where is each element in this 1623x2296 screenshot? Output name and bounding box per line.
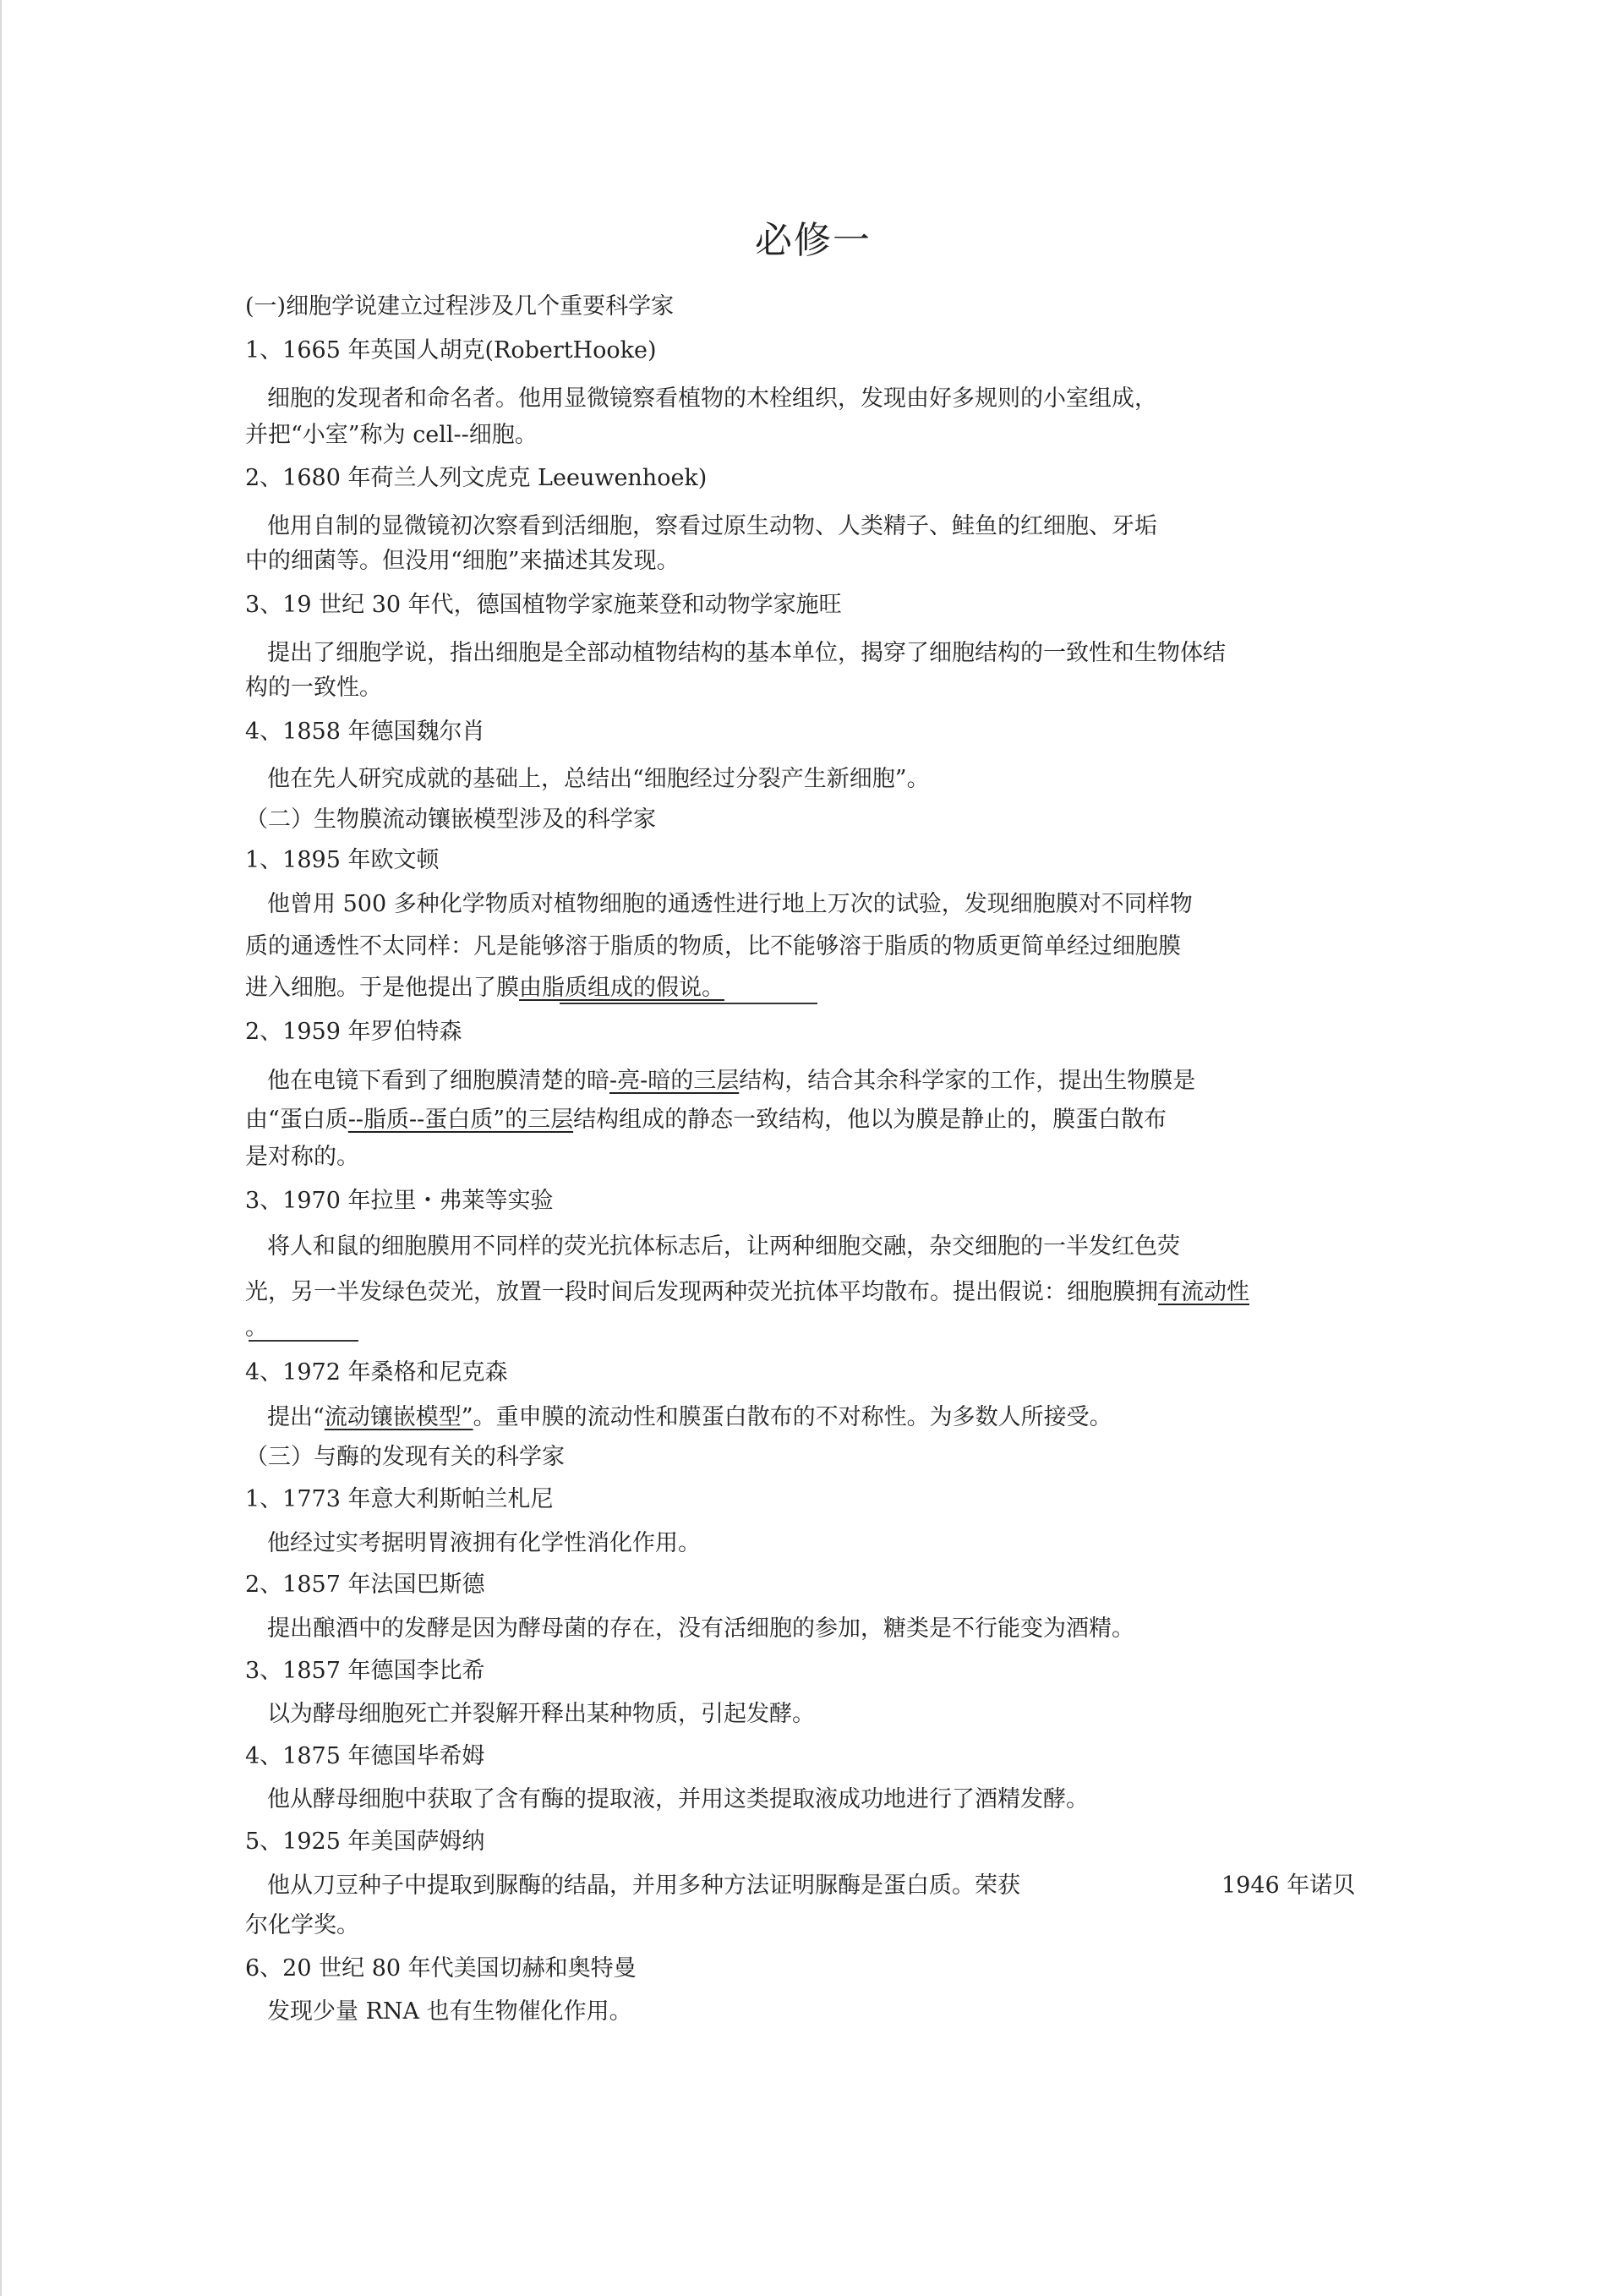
item-heading: 2、1680 年荷兰人列文虎克 Leeuwenhoek) [245, 465, 708, 491]
paragraph-line: 尔化学奖。 [245, 1912, 359, 1938]
item-heading: 4、1858 年德国魏尔肖 [245, 719, 485, 745]
text-span: 提出“ [267, 1404, 325, 1430]
paragraph-line: 他从刀豆种子中提取到脲酶的结晶，并用多种方法证明脲酶是蛋白质。荣获 [267, 1872, 1020, 1899]
paragraph-line: 提出了细胞学说，指出细胞是全部动植物结构的基本单位，揭穿了细胞结构的一致性和生物体结 [267, 640, 1226, 666]
item-heading: 4、1875 年德国毕希姆 [245, 1743, 485, 1769]
section-heading-enzymes: （三）与酶的发现有关的科学家 [245, 1444, 565, 1470]
text-span: 结构，结合其余科学家的工作，提出生物膜是 [739, 1068, 1196, 1094]
paragraph-line [245, 1105, 1167, 1135]
item-heading: 6、20 世纪 80 年代美国切赫和奥特曼 [245, 1955, 637, 1982]
item-heading: 2、1857 年法国巴斯德 [245, 1572, 485, 1598]
paragraph-line: 他在先人研究成就的基础上，总结出“细胞经过分裂产生新细胞”。 [267, 766, 930, 792]
underlined-text: 由脂质组成的假说。 [519, 975, 724, 1001]
text-span: 结构组成的静态一致结构，他以为膜是静止的，膜蛋白散布 [573, 1107, 1167, 1133]
text-span: 光，另一半发绿色荧光，放置一段时间后发现两种荧光抗体平均散布。提出假说：细胞膜拥 [245, 1279, 1158, 1305]
paragraph-line: 质的通透性不太同样：凡是能够溶于脂质的物质，比不能够溶于脂质的物质更简单经过细胞膜 [245, 933, 1181, 959]
text-span: 他在电镜下看到了细胞膜清楚的暗 [267, 1068, 609, 1094]
paragraph-line: 提出酿酒中的发酵是因为酵母菌的存在，没有活细胞的参加，糖类是不行能变为酒精。 [267, 1615, 1134, 1642]
underlined-text: -亮-暗的三层 [609, 1068, 740, 1094]
paragraph-line: 他从酵母细胞中获取了含有酶的提取液，并用这类提取液成功地进行了酒精发酵。 [267, 1786, 1089, 1812]
section-heading-cell-theory: (一)细胞学说建立过程涉及几个重要科学家 [245, 293, 675, 320]
text-span: 进入细胞。于是他提出了膜 [245, 975, 519, 1001]
item-heading: 2、1959 年罗伯特森 [245, 1019, 462, 1045]
paragraph-line: 中的细菌等。但没用“细胞”来描述其发现。 [245, 548, 680, 574]
underline-rule [560, 1003, 817, 1004]
text-span: 。重申膜的流动性和膜蛋白散布的不对称性。为多数人所接受。 [473, 1404, 1112, 1430]
paragraph-line: 构的一致性。 [245, 675, 382, 701]
paragraph-line: 。 [245, 1315, 268, 1341]
item-heading: 5、1925 年美国萨姆纳 [245, 1829, 485, 1855]
paragraph-line: 并把“小室”称为 cell--细胞。 [245, 422, 538, 448]
paragraph-line: 他经过实考据明胃液拥有化学性消化作用。 [267, 1530, 701, 1556]
text-span: 由“蛋白质 [245, 1107, 348, 1133]
item-heading: 1、1773 年意大利斯帕兰札尼 [245, 1486, 554, 1512]
underlined-text: 有流动性 [1158, 1279, 1249, 1305]
paragraph-line: 是对称的。 [245, 1144, 359, 1170]
paragraph-line [245, 1277, 1249, 1308]
paragraph-line: 发现少量 RNA 也有生物催化作用。 [267, 1998, 632, 2025]
paragraph-line: 以为酵母细胞死亡并裂解开释出某种物质，引起发酵。 [267, 1701, 815, 1727]
paragraph-line: 他曾用 500 多种化学物质对植物细胞的通透性进行地上万次的试验，发现细胞膜对不同样物 [267, 891, 1193, 917]
paragraph-line: 他用自制的显微镜初次察看到活细胞，察看过原生动物、人类精子、鲑鱼的红细胞、牙垢 [267, 513, 1157, 539]
paragraph-line [267, 1066, 1195, 1096]
paragraph-line: 将人和鼠的细胞膜用不同样的荧光抗体标志后，让两种细胞交融，杂交细胞的一半发红色荧 [267, 1233, 1180, 1260]
item-heading: 4、1972 年桑格和尼克森 [245, 1359, 508, 1386]
item-heading: 3、1857 年德国李比希 [245, 1658, 485, 1684]
paragraph-line: 细胞的发现者和命名者。他用显微镜察看植物的木栓组织，发现由好多规则的小室组成， [267, 385, 1157, 412]
paragraph-line [245, 973, 724, 1003]
item-heading: 3、1970 年拉里・弗莱等实验 [245, 1188, 554, 1214]
section-heading-membrane-model: （二）生物膜流动镶嵌模型涉及的科学家 [245, 806, 656, 833]
underlined-text: 流动镶嵌模型” [324, 1404, 473, 1430]
paragraph-line [267, 1402, 1112, 1433]
item-heading: 3、19 世纪 30 年代，德国植物学家施莱登和动物学家施旺 [245, 592, 842, 618]
page-title: 必修一 [755, 219, 872, 262]
underline-rule [249, 1340, 358, 1342]
paragraph-line-tail: 1946 年诺贝 [1221, 1872, 1356, 1899]
item-heading: 1、1895 年欧文顿 [245, 847, 440, 873]
underlined-text: --脂质--蛋白质”的三层 [347, 1107, 574, 1133]
item-heading: 1、1665 年英国人胡克(RobertHooke) [245, 337, 657, 364]
